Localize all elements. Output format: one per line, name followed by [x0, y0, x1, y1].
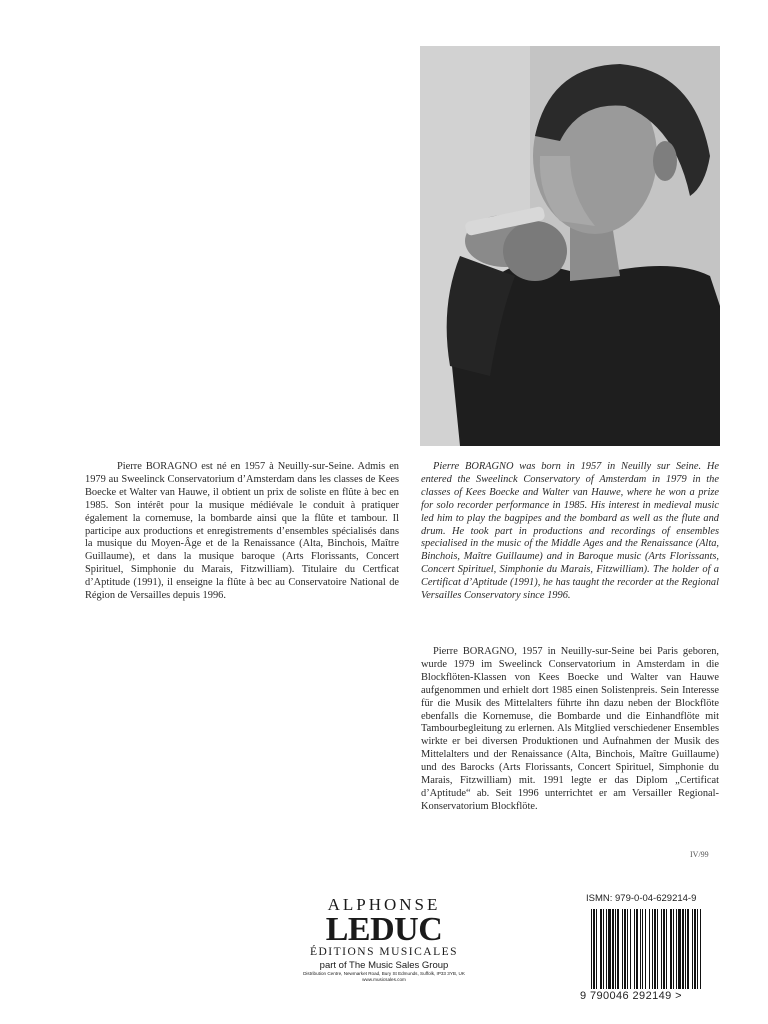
biography-french: Pierre BORAGNO est né en 1957 à Neuilly-sur-Seine. Admis en 1979 au Sweelinck Conservatorium d’Amsterdam dans les classes de Kees Boecke et Walter van Hauwe, il obtient un prix de soliste en flûte à bec en 1985. Son intérêt pour la musique médiévale le conduit à pratiquer également la cornemuse, la bombarde ainsi que la flûte et tambour. Il participe aux productions et enregistrements d’ensembles spécialisés dans la musique du Moyen-Âge et de la Renaissance (Alta, Binchois, Maître Guillaume), et dans la musique baroque (Arts Florissants, Concert Spirituel, Simphonie du Marais, Fitzwilliam). Titulaire du Certficat d’Aptitude (1991), il enseigne la flûte à bec au Conservatoire National de Région de Versailles depuis 1996.	[85, 461, 399, 602]
barcode-digits: 9 790046 292149 >	[580, 990, 682, 1002]
publisher-line-leduc: LEDUC	[325, 911, 443, 948]
biography-english: Pierre BORAGNO was born in 1957 in Neuilly sur Seine. He entered the Sweelinck Conservatory of Amsterdam in 1979 in the classes of Kees Boecke and Walter van Hauwe, where he won a prize for solo recorder performance in 1985. His interest in medieval music led him to play the bagpipes and the bombard as well as the flute and drum. He took part in productions and recordings of ensembles specialised in the music of the Middle Ages and the Renaissance (Alta, Binchois, Maître Guillaume) and in Baroque music (Arts Florissants, Concert Spirituel, Simphonie du Marais, Fitzwilliam). The holder of a Certificat d’Aptitude (1991), he has taught the recorder at the Regional Versailles Conservatory since 1996.	[421, 461, 719, 602]
publisher-line-alphonse: ALPHONSE	[327, 895, 441, 914]
publisher-logo	[296, 896, 472, 983]
page-reference: IV/99	[690, 850, 709, 859]
publisher-line-editions: ÉDITIONS MUSICALES	[309, 946, 459, 958]
ismn-label: ISMN: 979-0-04-629214-9	[586, 893, 697, 904]
publisher-website: www.musicsales.com	[362, 977, 406, 982]
portrait-photo	[420, 46, 720, 446]
biography-german: Pierre BORAGNO, 1957 in Neuilly-sur-Seine bei Paris geboren, wurde 1979 im Sweelinck Conservatorium in Amsterdam in die Blockflöten-Klassen von Kees Boecke und Walter van Hauwe aufgenommen und erhielt dort 1985 einen Solistenpreis. Sein Interesse für die Musik des Mittelalters führte ihn dazu neben der Blockflöte ebenfalls die Kornemuse, die Bombarde und die Einhandflöte mit Tambourbegleitung zu erlernen. Als Mitglied verschiedener Ensembles wirkte er bei diversen Produktionen und Aufnahmen der Musik des Mittelalters und der Renaissance (Alta, Binchois, Maître Guillaume) und des Barocks (Arts Florissants, Concert Spirituel, Simphonie du Marais, Fitzwilliam) mit. 1991 legte er das Diplom „Certificat d’Aptitude“ ab. Seit 1996 unterrichtet er am Versailler Regional-Konservatorium Blockflöte.	[421, 646, 719, 812]
publisher-address: Distribution Centre, Newmarket Road, Bury St Edmunds, Suffolk, IP33 3YB, UK	[303, 971, 465, 976]
barcode	[589, 907, 706, 991]
publisher-group: part of The Music Sales Group	[319, 960, 449, 971]
